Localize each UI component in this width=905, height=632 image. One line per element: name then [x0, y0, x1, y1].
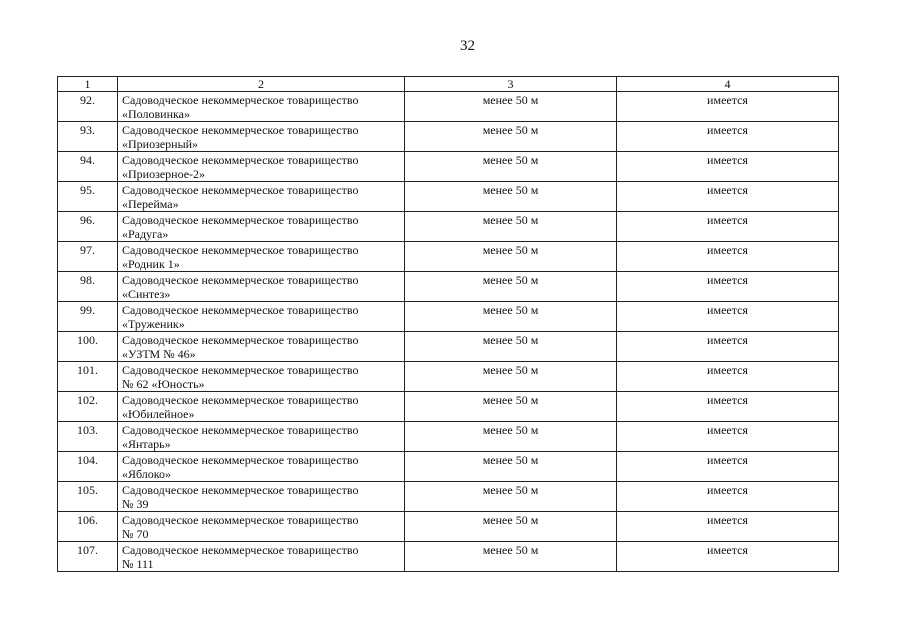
organization-type: Садоводческое некоммерческое товарищество — [122, 483, 359, 497]
organization-name-cell — [118, 182, 405, 212]
distance-cell: менее 50 м — [405, 332, 617, 362]
organization-name-cell — [118, 92, 405, 122]
organization-name-cell — [118, 422, 405, 452]
row-number: 107. — [58, 542, 118, 572]
availability-cell: имеется — [617, 152, 839, 182]
organization-name-cell — [118, 272, 405, 302]
organization-type: Садоводческое некоммерческое товарищество — [122, 333, 359, 347]
table-row — [58, 212, 839, 242]
organization-type: Садоводческое некоммерческое товарищество — [122, 153, 359, 167]
distance-cell: менее 50 м — [405, 302, 617, 332]
table-row — [58, 302, 839, 332]
organization-name-cell — [118, 542, 405, 572]
organization-type: Садоводческое некоммерческое товарищество — [122, 513, 359, 527]
organization-name: № 62 «Юность» — [122, 377, 205, 391]
table-row — [58, 272, 839, 302]
availability-cell: имеется — [617, 272, 839, 302]
row-number: 104. — [58, 452, 118, 482]
organization-name: «Половинка» — [122, 107, 190, 121]
distance-cell: менее 50 м — [405, 182, 617, 212]
organization-type: Садоводческое некоммерческое товарищество — [122, 213, 359, 227]
table-row — [58, 452, 839, 482]
header-cell-3: 3 — [405, 77, 617, 92]
organization-type: Садоводческое некоммерческое товарищество — [122, 93, 359, 107]
organization-name: «Труженик» — [122, 317, 185, 331]
organization-name-cell — [118, 302, 405, 332]
organization-name: № 111 — [122, 557, 154, 571]
organization-type: Садоводческое некоммерческое товарищество — [122, 243, 359, 257]
table-row — [58, 242, 839, 272]
row-number: 97. — [58, 242, 118, 272]
organization-name: № 70 — [122, 527, 149, 541]
availability-cell: имеется — [617, 242, 839, 272]
distance-cell: менее 50 м — [405, 92, 617, 122]
row-number: 96. — [58, 212, 118, 242]
availability-cell: имеется — [617, 332, 839, 362]
availability-cell: имеется — [617, 92, 839, 122]
organization-name-cell — [118, 482, 405, 512]
organization-name: «Приозерное-2» — [122, 167, 206, 181]
organization-name: «УЗТМ № 46» — [122, 347, 196, 361]
organization-name: «Юбилейное» — [122, 407, 195, 421]
distance-cell: менее 50 м — [405, 482, 617, 512]
row-number: 103. — [58, 422, 118, 452]
table-row — [58, 422, 839, 452]
organization-name-cell — [118, 212, 405, 242]
organization-name: «Родник 1» — [122, 257, 180, 271]
row-number: 94. — [58, 152, 118, 182]
distance-cell: менее 50 м — [405, 122, 617, 152]
distance-cell: менее 50 м — [405, 392, 617, 422]
organization-name: «Яблоко» — [122, 467, 172, 481]
distance-cell: менее 50 м — [405, 362, 617, 392]
table-row — [58, 332, 839, 362]
organization-name: «Радуга» — [122, 227, 169, 241]
table-row — [58, 542, 839, 572]
header-cell-4: 4 — [617, 77, 839, 92]
table-body — [58, 77, 839, 572]
table-row — [58, 92, 839, 122]
distance-cell: менее 50 м — [405, 152, 617, 182]
availability-cell: имеется — [617, 182, 839, 212]
distance-cell: менее 50 м — [405, 512, 617, 542]
organization-name: «Перейма» — [122, 197, 179, 211]
row-number: 101. — [58, 362, 118, 392]
row-number: 100. — [58, 332, 118, 362]
organization-type: Садоводческое некоммерческое товарищество — [122, 543, 359, 557]
organization-type: Садоводческое некоммерческое товарищество — [122, 273, 359, 287]
distance-cell: менее 50 м — [405, 542, 617, 572]
organization-name-cell — [118, 242, 405, 272]
table-row — [58, 182, 839, 212]
organization-type: Садоводческое некоммерческое товарищество — [122, 303, 359, 317]
availability-cell: имеется — [617, 482, 839, 512]
organization-name-cell — [118, 362, 405, 392]
document-table — [57, 76, 839, 572]
availability-cell: имеется — [617, 452, 839, 482]
organization-name: № 39 — [122, 497, 149, 511]
row-number: 98. — [58, 272, 118, 302]
availability-cell: имеется — [617, 122, 839, 152]
organization-type: Садоводческое некоммерческое товарищество — [122, 453, 359, 467]
table-row — [58, 512, 839, 542]
table-row — [58, 482, 839, 512]
availability-cell: имеется — [617, 392, 839, 422]
distance-cell: менее 50 м — [405, 242, 617, 272]
organization-name: «Янтарь» — [122, 437, 171, 451]
organization-type: Садоводческое некоммерческое товарищество — [122, 123, 359, 137]
row-number: 106. — [58, 512, 118, 542]
row-number: 105. — [58, 482, 118, 512]
availability-cell: имеется — [617, 422, 839, 452]
organization-name-cell — [118, 392, 405, 422]
row-number: 102. — [58, 392, 118, 422]
table-row — [58, 152, 839, 182]
organization-name: «Приозерный» — [122, 137, 199, 151]
distance-cell: менее 50 м — [405, 422, 617, 452]
organization-name-cell — [118, 152, 405, 182]
header-cell-1: 1 — [58, 77, 118, 92]
organization-name-cell — [118, 332, 405, 362]
organization-type: Садоводческое некоммерческое товарищество — [122, 183, 359, 197]
table-row — [58, 362, 839, 392]
availability-cell: имеется — [617, 542, 839, 572]
organization-name-cell — [118, 452, 405, 482]
organization-type: Садоводческое некоммерческое товарищество — [122, 423, 359, 437]
table-row — [58, 122, 839, 152]
organization-type: Садоводческое некоммерческое товарищество — [122, 393, 359, 407]
header-cell-2: 2 — [118, 77, 405, 92]
distance-cell: менее 50 м — [405, 212, 617, 242]
availability-cell: имеется — [617, 212, 839, 242]
row-number: 93. — [58, 122, 118, 152]
organization-type: Садоводческое некоммерческое товарищество — [122, 363, 359, 377]
organization-name-cell — [118, 122, 405, 152]
availability-cell: имеется — [617, 302, 839, 332]
table-row — [58, 392, 839, 422]
row-number: 92. — [58, 92, 118, 122]
availability-cell: имеется — [617, 512, 839, 542]
availability-cell: имеется — [617, 362, 839, 392]
organization-name-cell — [118, 512, 405, 542]
row-number: 95. — [58, 182, 118, 212]
page-number: 32 — [460, 38, 475, 54]
organization-name: «Синтез» — [122, 287, 171, 301]
table-header-row — [58, 77, 839, 92]
distance-cell: менее 50 м — [405, 272, 617, 302]
row-number: 99. — [58, 302, 118, 332]
distance-cell: менее 50 м — [405, 452, 617, 482]
